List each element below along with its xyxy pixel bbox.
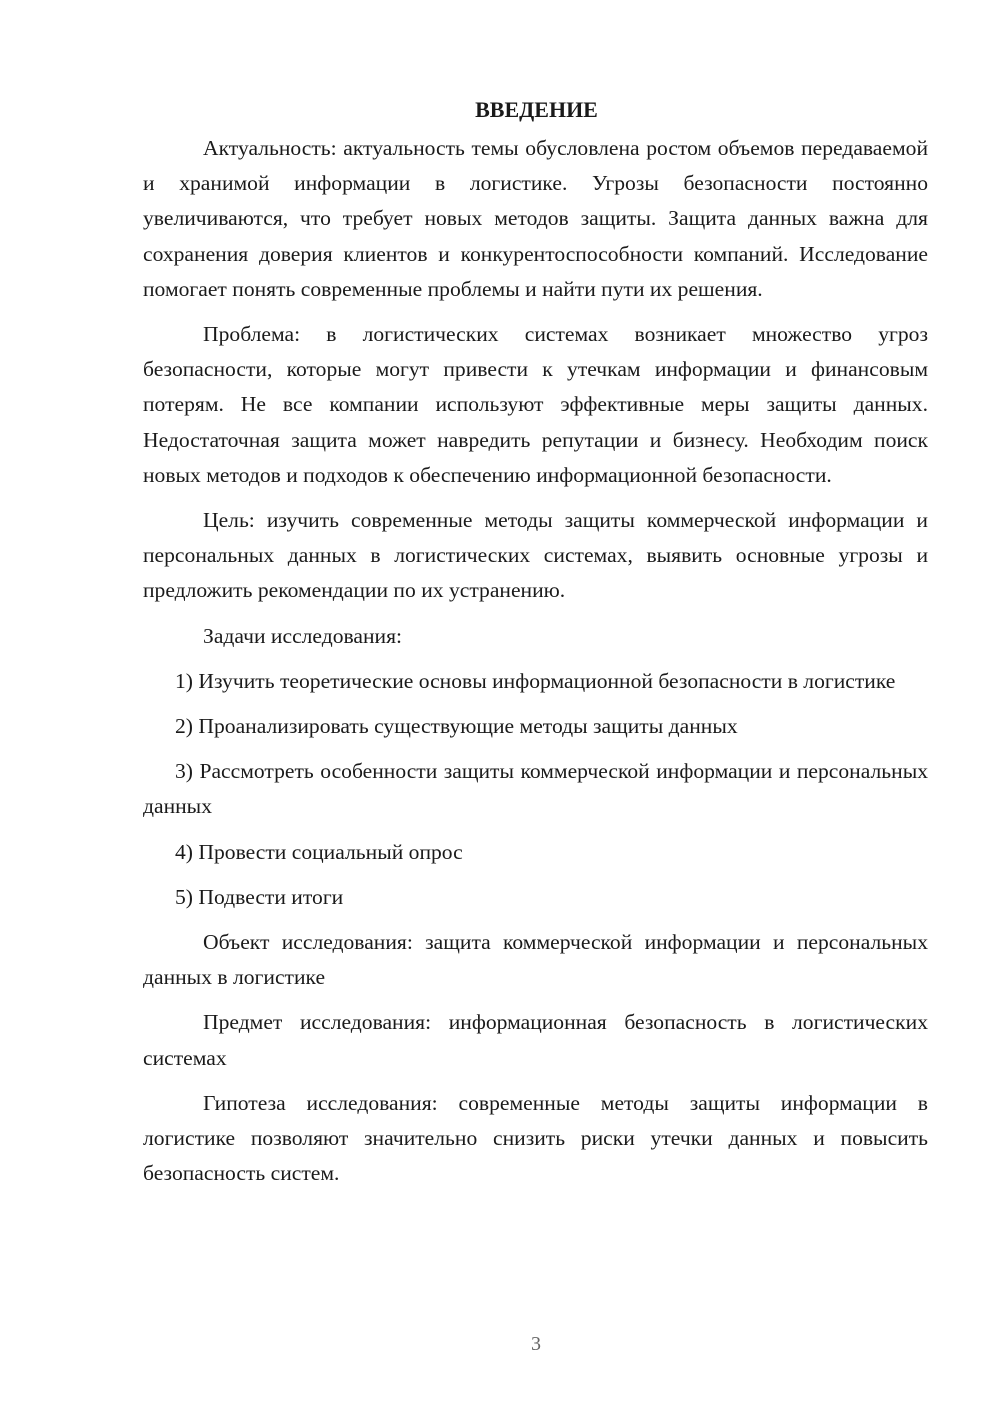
- task-item-2: 2) Проанализировать существующие методы защиты данных: [175, 714, 738, 739]
- document-page: [143, 95, 928, 1201]
- paragraph-subject: Предмет исследования: информационная безопасность в логистических системах: [143, 1010, 928, 1070]
- paragraph-object: Объект исследования: защита коммерческой информации и персональных данных в логистике: [143, 930, 928, 990]
- paragraph-goal: Цель: изучить современные методы защиты коммерческой информации и персональных данных в логистических системах, выявить основные угрозы и предложить рекомендации по их устранению.: [143, 508, 928, 603]
- task-item-1: 1) Изучить теоретические основы информационной безопасности в логистике: [175, 668, 896, 693]
- tasks-heading: Задачи исследования:: [203, 623, 403, 648]
- task-item-3: 3) Рассмотреть особенности защиты коммерческой информации и персональных данных: [143, 759, 928, 819]
- page-number: 3: [531, 1333, 541, 1355]
- paragraph-relevance: Актуальность: актуальность темы обусловлена ростом объемов передаваемой и хранимой информации в логистике. Угрозы безопасности постоянно увеличиваются, что требует новых методов защиты. Защита данных важна для сохранения доверия клиентов и конкурентоспособности компаний. Исследование помогает понять современные проблемы и найти пути их решения.: [143, 136, 928, 301]
- task-item-4: 4) Провести социальный опрос: [175, 839, 463, 864]
- task-item-5: 5) Подвести итоги: [175, 884, 344, 909]
- paragraph-problem: Проблема: в логистических системах возникает множество угроз безопасности, которые могут привести к утечкам информации и финансовым потерям. Не все компании используют эффективные меры защиты данных. Недостаточная защита может навредить репутации и бизнесу. Необходим поиск новых методов и подходов к обеспечению информационной безопасности.: [143, 322, 928, 487]
- paragraph-hypothesis: Гипотеза исследования: современные методы защиты информации в логистике позволяют значительно снизить риски утечки данных и повысить безопасность систем.: [143, 1090, 928, 1186]
- page-title: ВВЕДЕНИЕ: [475, 97, 598, 122]
